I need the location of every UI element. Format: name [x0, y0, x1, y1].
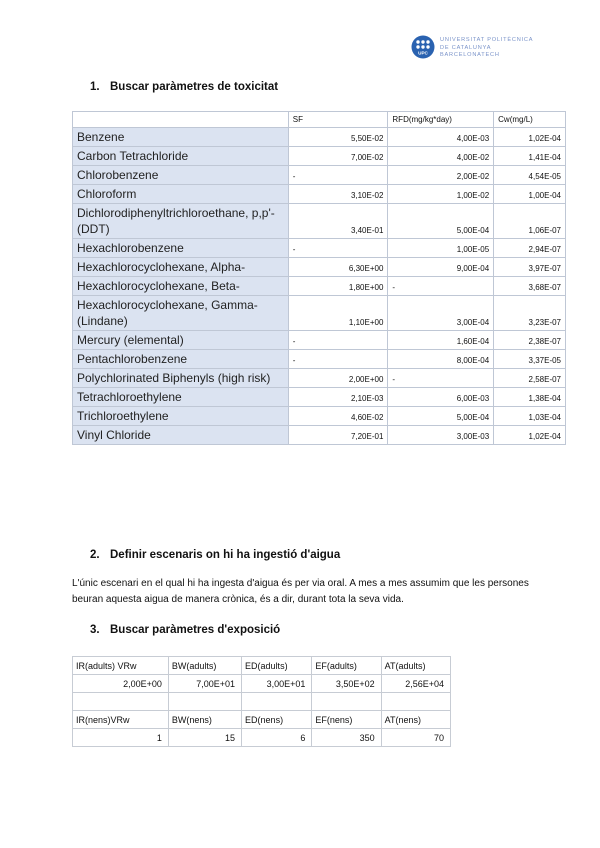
- toxicity-row: [73, 147, 566, 166]
- empty-cell: [312, 693, 381, 711]
- rfd-value: 5,00E-04: [388, 204, 494, 239]
- exposure-table: [72, 656, 451, 747]
- compound-name: Chlorobenzene: [73, 166, 289, 185]
- toxicity-row: [73, 369, 566, 388]
- compound-name: Hexachlorobenzene: [73, 239, 289, 258]
- section-2-heading: 2. Definir escenaris on hi ha ingestió d'aigua: [90, 549, 341, 561]
- rfd-value: 1,00E-02: [388, 185, 494, 204]
- compound-name: Hexachlorocyclohexane, Beta-: [73, 277, 289, 296]
- value-cell: 70: [381, 729, 450, 747]
- header-cell: [73, 112, 289, 128]
- toxicity-row: [73, 426, 566, 445]
- rfd-value: 4,00E-03: [388, 128, 494, 147]
- toxicity-row: [73, 204, 566, 239]
- toxicity-row: [73, 185, 566, 204]
- cw-value: 3,68E-07: [494, 277, 566, 296]
- toxicity-row: [73, 296, 566, 331]
- sf-value: 1,10E+00: [288, 296, 388, 331]
- rfd-value: 4,00E-02: [388, 147, 494, 166]
- cw-value: 1,02E-04: [494, 426, 566, 445]
- university-logo: [411, 35, 541, 65]
- value-cell: 7,00E+01: [168, 675, 241, 693]
- rfd-value: 3,00E-03: [388, 426, 494, 445]
- header-cell: AT(adults): [381, 657, 450, 675]
- compound-name: Tetrachloroethylene: [73, 388, 289, 407]
- child-value-row: [73, 729, 451, 747]
- value-cell: 2,00E+00: [73, 675, 169, 693]
- svg-text:UPC: UPC: [418, 50, 428, 56]
- cw-value: 1,00E-04: [494, 185, 566, 204]
- empty-cell: [73, 693, 169, 711]
- cw-value: 2,58E-07: [494, 369, 566, 388]
- rfd-value: 8,00E-04: [388, 350, 494, 369]
- compound-name: Mercury (elemental): [73, 331, 289, 350]
- cw-value: 4,54E-05: [494, 166, 566, 185]
- sf-value: 1,80E+00: [288, 277, 388, 296]
- cw-value: 3,23E-07: [494, 296, 566, 331]
- sf-value: 3,10E-02: [288, 185, 388, 204]
- header-cell: EF(adults): [312, 657, 381, 675]
- rfd-value: -: [388, 369, 494, 388]
- compound-name: Carbon Tetrachloride: [73, 147, 289, 166]
- header-cell: AT(nens): [381, 711, 450, 729]
- toxicity-table-header: [73, 112, 566, 128]
- compound-name: Hexachlorocyclohexane, Gamma- (Lindane): [73, 296, 289, 331]
- rfd-value: 2,00E-02: [388, 166, 494, 185]
- adult-header-row: [73, 657, 451, 675]
- cw-value: 1,03E-04: [494, 407, 566, 426]
- adult-value-row: [73, 675, 451, 693]
- header-cell: EF(nens): [312, 711, 381, 729]
- section-1-heading: 1. Buscar paràmetres de toxicitat: [90, 81, 279, 93]
- sf-value: 5,50E-02: [288, 128, 388, 147]
- sf-value: 4,60E-02: [288, 407, 388, 426]
- value-cell: 3,00E+01: [242, 675, 312, 693]
- header-cell: ED(nens): [242, 711, 312, 729]
- upc-logo-icon: [411, 35, 435, 59]
- sf-value: 2,10E-03: [288, 388, 388, 407]
- empty-cell: [242, 693, 312, 711]
- cw-value: 3,97E-07: [494, 258, 566, 277]
- compound-name: Pentachlorobenzene: [73, 350, 289, 369]
- compound-name: Benzene: [73, 128, 289, 147]
- value-cell: 350: [312, 729, 381, 747]
- sf-value: -: [288, 331, 388, 350]
- header-cell: RFD(mg/kg*day): [388, 112, 494, 128]
- header-cell: SF: [288, 112, 388, 128]
- compound-name: Trichloroethylene: [73, 407, 289, 426]
- rfd-value: 6,00E-03: [388, 388, 494, 407]
- sf-value: -: [288, 166, 388, 185]
- compound-name: Vinyl Chloride: [73, 426, 289, 445]
- rfd-value: 5,00E-04: [388, 407, 494, 426]
- compound-name: Hexachlorocyclohexane, Alpha-: [73, 258, 289, 277]
- compound-name: Dichlorodiphenyltrichloroethane, p,p'- (DDT): [73, 204, 289, 239]
- university-name: UNIVERSITAT POLITÈCNICA DE CATALUNYA BARCELONATECH: [440, 37, 534, 58]
- value-cell: 3,50E+02: [312, 675, 381, 693]
- section-3-heading: 3. Buscar paràmetres d'exposició: [90, 624, 281, 636]
- toxicity-row: [73, 277, 566, 296]
- value-cell: 6: [242, 729, 312, 747]
- toxicity-row: [73, 407, 566, 426]
- header-cell: IR(nens)VRw: [73, 711, 169, 729]
- toxicity-row: [73, 258, 566, 277]
- header-cell: Cw(mg/L): [494, 112, 566, 128]
- header-cell: IR(adults) VRw: [73, 657, 169, 675]
- sf-value: 2,00E+00: [288, 369, 388, 388]
- sf-value: 7,20E-01: [288, 426, 388, 445]
- value-cell: 15: [168, 729, 241, 747]
- toxicity-table: [72, 111, 566, 445]
- rfd-value: 9,00E-04: [388, 258, 494, 277]
- child-header-row: [73, 711, 451, 729]
- toxicity-row: [73, 331, 566, 350]
- cw-value: 1,38E-04: [494, 388, 566, 407]
- toxicity-row: [73, 239, 566, 258]
- value-cell: 1: [73, 729, 169, 747]
- sf-value: -: [288, 350, 388, 369]
- toxicity-row: [73, 128, 566, 147]
- scenario-paragraph: L'únic escenari en el qual hi ha ingesta d'aigua és per via oral. A mes a mes assumim que les persones beuran aquesta aigua de manera crònica, és a dir, durant tota la seva vida.: [72, 578, 529, 605]
- rfd-value: 1,60E-04: [388, 331, 494, 350]
- cw-value: 1,02E-04: [494, 128, 566, 147]
- cw-value: 3,37E-05: [494, 350, 566, 369]
- rfd-value: 3,00E-04: [388, 296, 494, 331]
- toxicity-row: [73, 166, 566, 185]
- toxicity-row: [73, 350, 566, 369]
- empty-cell: [381, 693, 450, 711]
- empty-cell: [168, 693, 241, 711]
- cw-value: 1,06E-07: [494, 204, 566, 239]
- empty-row: [73, 693, 451, 711]
- value-cell: 2,56E+04: [381, 675, 450, 693]
- rfd-value: -: [388, 277, 494, 296]
- sf-value: 7,00E-02: [288, 147, 388, 166]
- compound-name: Chloroform: [73, 185, 289, 204]
- sf-value: -: [288, 239, 388, 258]
- header-cell: BW(adults): [168, 657, 241, 675]
- cw-value: 2,94E-07: [494, 239, 566, 258]
- cw-value: 1,41E-04: [494, 147, 566, 166]
- toxicity-row: [73, 388, 566, 407]
- header-cell: ED(adults): [242, 657, 312, 675]
- sf-value: 3,40E-01: [288, 204, 388, 239]
- cw-value: 2,38E-07: [494, 331, 566, 350]
- rfd-value: 1,00E-05: [388, 239, 494, 258]
- header-cell: BW(nens): [168, 711, 241, 729]
- sf-value: 6,30E+00: [288, 258, 388, 277]
- compound-name: Polychlorinated Biphenyls (high risk): [73, 369, 289, 388]
